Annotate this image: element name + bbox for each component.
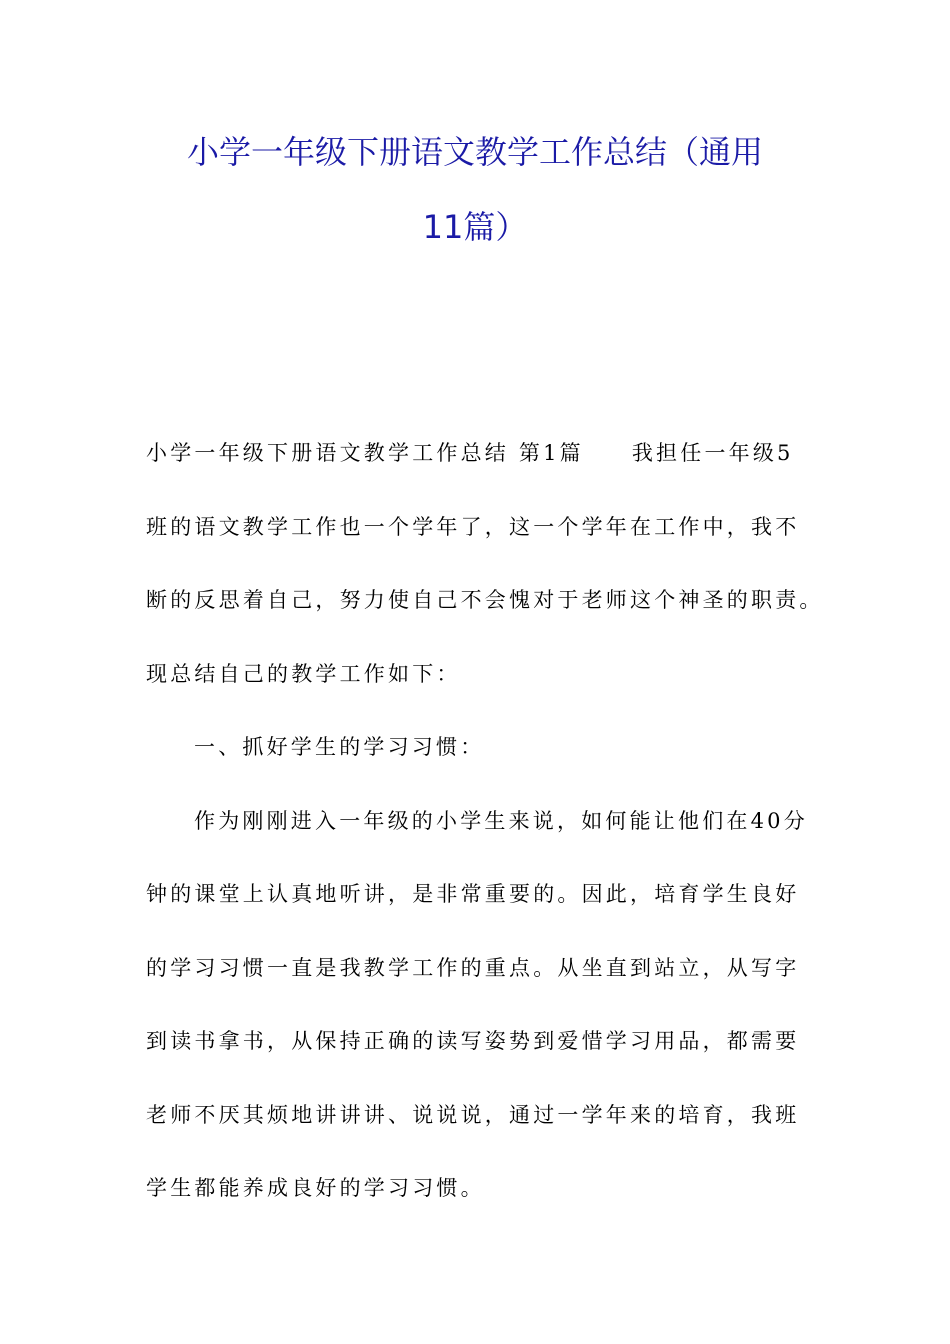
subheading-line: 一、抓好学生的学习习惯： [194, 735, 485, 759]
section-heading: 小学一年级下册语文教学工作总结 第1篇 [146, 441, 584, 465]
paragraph-line: 老师不厌其烦地讲讲讲、说说说，通过一学年来的培育，我班 [146, 1102, 800, 1127]
document-body [146, 417, 826, 1226]
paragraph-line: 现总结自己的教学工作如下： [146, 661, 461, 686]
paragraph-line: 钟的课堂上认真地听讲，是非常重要的。因此，培育学生良好 [146, 882, 800, 906]
paragraph-line: 学生都能养成良好的学习习惯。 [146, 1176, 485, 1200]
paragraph-line: 班的语文教学工作也一个学年了，这一个学年在工作中，我不 [146, 514, 800, 539]
paragraph-line: 断的反思着自己，努力使自己不会愧对于老师这个神圣的职责。 [146, 588, 824, 612]
document-title-line-2: 11篇） [422, 208, 528, 246]
paragraph-line: 作为刚刚进入一年级的小学生来说，如何能让他们在40分 [194, 808, 808, 833]
paragraph-line: 到读书拿书，从保持正确的读写姿势到爱惜学习用品，都需要 [146, 1029, 800, 1053]
document-title-line-1: 小学一年级下册语文教学工作总结（通用 [186, 133, 763, 171]
paragraph-line: 的学习习惯一直是我教学工作的重点。从坐直到站立，从写字 [146, 955, 800, 980]
paragraph-start: 我担任一年级5 [631, 441, 794, 465]
paragraph-line [146, 417, 826, 491]
